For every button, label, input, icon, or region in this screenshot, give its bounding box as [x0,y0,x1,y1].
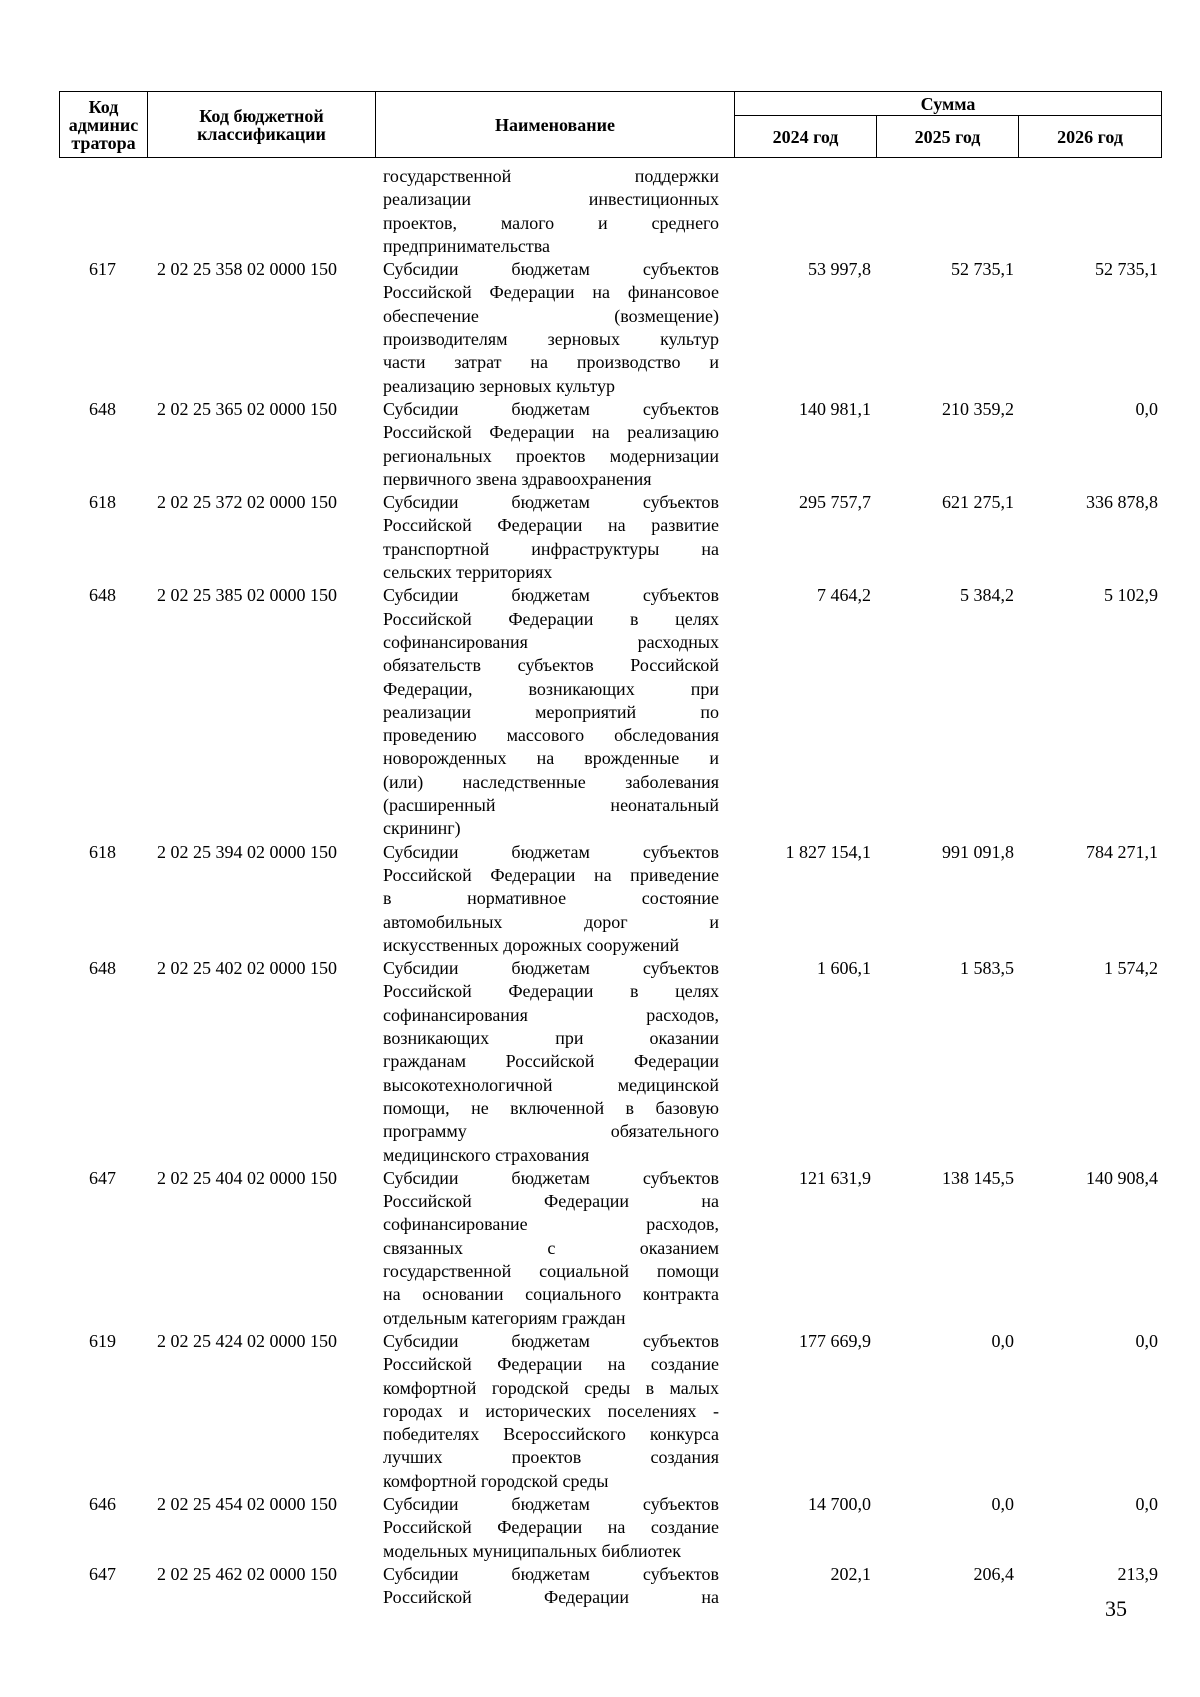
row-name [383,957,719,1167]
row-name [383,841,719,957]
name-line: первичного звена здравоохранения [383,468,652,489]
name-line: Субсидии бюджетам субъектов [383,399,719,419]
name-line: региональных проектов модернизации [383,445,719,466]
amount-2026: 1 574,2 [1104,958,1158,979]
name-line: софинансирования расходных [383,631,719,652]
admin-code: 617 [89,259,116,280]
name-line: сельских территориях [383,562,553,583]
name-line: новорожденных на врожденные и [383,748,719,769]
name-line: городах и исторических поселениях - [383,1400,719,1421]
name-line: Российской Федерации на приведение [383,864,719,885]
name-line: автомобильных дорог и [383,911,719,932]
name-line: Федерации, возникающих при [383,678,719,699]
name-line: транспортной инфраструктуры на [383,538,719,559]
name-line: (или) наследственные заболевания [383,771,719,792]
header-name: Наименование [376,92,735,158]
row-name [383,1330,719,1493]
amount-2026: 52 735,1 [1095,259,1158,280]
name-line: связанных с оказанием [383,1237,719,1258]
amount-2024: 121 631,9 [799,1167,871,1188]
name-line: отдельным категориям граждан [383,1307,626,1328]
name-line: софинансирования расходов, [383,1004,719,1025]
name-line: комфортной городской среды в малых [383,1377,719,1398]
admin-code: 647 [89,1167,116,1188]
name-line: в нормативное состояние [383,888,719,909]
name-line: государственной социальной помощи [383,1261,719,1282]
row-name [383,1493,719,1563]
budget-code: 2 02 25 358 02 0000 150 [157,259,337,280]
name-line: программу обязательного [383,1121,719,1142]
amount-2026: 336 878,8 [1086,492,1158,513]
name-line: Субсидии бюджетам субъектов [383,841,719,862]
row-name [383,491,719,584]
amount-2025: 621 275,1 [942,492,1014,513]
budget-code: 2 02 25 402 02 0000 150 [157,958,337,979]
name-line: Российской Федерации на создание [383,1354,719,1375]
row-name [383,398,719,491]
name-line: реализацию зерновых культур [383,375,615,396]
name-line: Субсидии бюджетам субъектов [383,958,719,979]
header-year-2026: 2026 год [1019,116,1162,158]
amount-2026: 0,0 [1135,399,1158,419]
page-number: 35 [1105,1596,1127,1621]
name-line: Российской Федерации на создание [383,1517,719,1538]
name-line: Российской Федерации в целях [383,608,719,629]
name-line: Российской Федерации на реализацию [383,422,719,443]
name-line: (расширенный неонатальный [383,795,719,816]
name-line: проектов, малого и среднего [383,212,719,233]
amount-2024: 177 669,9 [799,1331,871,1351]
header-budget-code: Код бюджетной классификации [148,92,376,158]
amount-2025: 138 145,5 [942,1167,1014,1188]
table-header [59,91,1162,158]
name-line: Российской Федерации в целях [383,981,719,1002]
name-line: комфортной городской среды [383,1470,609,1491]
amount-2025: 0,0 [991,1331,1014,1351]
admin-code: 648 [89,958,116,979]
amount-2024: 53 997,8 [808,259,871,280]
admin-code: 648 [89,585,116,606]
row-name [383,1167,719,1330]
name-line: победителях Всероссийского конкурса [383,1424,719,1445]
amount-2024: 1 606,1 [817,958,871,979]
admin-code: 619 [89,1331,116,1351]
name-line: Субсидии бюджетам субъектов [383,1564,719,1584]
name-line: Субсидии бюджетам субъектов [383,585,719,606]
name-line: Субсидии бюджетам субъектов [383,1494,719,1515]
name-line: Российской Федерации на [383,1191,719,1212]
name-line: помощи, не включенной в базовую [383,1097,719,1118]
budget-code: 2 02 25 385 02 0000 150 [157,585,337,606]
amount-2024: 140 981,1 [799,399,871,419]
name-line: части затрат на производство и [383,352,719,373]
admin-code: 618 [89,492,116,513]
name-line: возникающих при оказании [383,1028,719,1049]
row-name [383,258,719,398]
name-line: Российской Федерации на [383,1587,719,1608]
budget-code: 2 02 25 462 02 0000 150 [157,1564,337,1584]
header-sum: Сумма [735,92,1162,116]
amount-2026: 0,0 [1135,1331,1158,1351]
name-line: обязательств субъектов Российской [383,655,719,676]
amount-2026: 0,0 [1135,1494,1158,1515]
amount-2025: 991 091,8 [942,841,1014,862]
name-line: Российской Федерации на финансовое [383,282,719,303]
name-line: реализации инвестиционных [383,189,719,210]
name-line: на основании социального контракта [383,1284,719,1305]
amount-2024: 1 827 154,1 [785,841,871,862]
name-line: предпринимательства [383,235,551,256]
name-line: Субсидии бюджетам субъектов [383,492,719,513]
amount-2025: 206,4 [973,1564,1014,1584]
budget-code: 2 02 25 454 02 0000 150 [157,1494,337,1515]
budget-code: 2 02 25 365 02 0000 150 [157,399,337,419]
admin-code: 648 [89,399,116,419]
amount-2024: 202,1 [830,1564,871,1584]
admin-code: 618 [89,841,116,862]
name-line: проведению массового обследования [383,725,719,746]
name-line: софинансирование расходов, [383,1214,719,1235]
amount-2026: 140 908,4 [1086,1167,1158,1188]
amount-2024: 7 464,2 [817,585,871,606]
row-name [383,1563,719,1610]
row-name [383,165,719,258]
amount-2026: 5 102,9 [1104,585,1158,606]
name-line: медицинского страхования [383,1144,590,1165]
name-line: гражданам Российской Федерации [383,1051,719,1072]
amount-2024: 14 700,0 [808,1494,871,1515]
amount-2024: 295 757,7 [799,492,871,513]
name-line: модельных муниципальных библиотек [383,1540,682,1561]
name-line: производителям зерновых культур [383,329,719,350]
amount-2025: 52 735,1 [951,259,1014,280]
name-line: Субсидии бюджетам субъектов [383,259,719,280]
amount-2025: 5 384,2 [960,585,1014,606]
name-line: скрининг) [383,818,461,839]
header-year-2024: 2024 год [735,116,877,158]
name-line: искусственных дорожных сооружений [383,934,680,955]
name-line: реализации мероприятий по [383,701,719,722]
name-line: высокотехнологичной медицинской [383,1074,719,1095]
budget-code: 2 02 25 424 02 0000 150 [157,1331,337,1351]
budget-code: 2 02 25 394 02 0000 150 [157,841,337,862]
budget-code: 2 02 25 404 02 0000 150 [157,1167,337,1188]
name-line: государственной поддержки [383,166,719,186]
admin-code: 647 [89,1564,116,1584]
amount-2025: 210 359,2 [942,399,1014,419]
name-line: Субсидии бюджетам субъектов [383,1331,719,1351]
amount-2026: 784 271,1 [1086,841,1158,862]
admin-code: 646 [89,1494,116,1515]
amount-2025: 1 583,5 [960,958,1014,979]
budget-code: 2 02 25 372 02 0000 150 [157,492,337,513]
name-line: обеспечение (возмещение) [383,305,719,326]
header-admin-code: Код админис тратора [60,92,148,158]
name-line: лучших проектов создания [383,1447,719,1468]
row-name [383,584,719,840]
name-line: Российской Федерации на развитие [383,515,719,536]
amount-2025: 0,0 [991,1494,1014,1515]
header-year-2025: 2025 год [877,116,1019,158]
name-line: Субсидии бюджетам субъектов [383,1167,719,1188]
amount-2026: 213,9 [1117,1564,1158,1584]
